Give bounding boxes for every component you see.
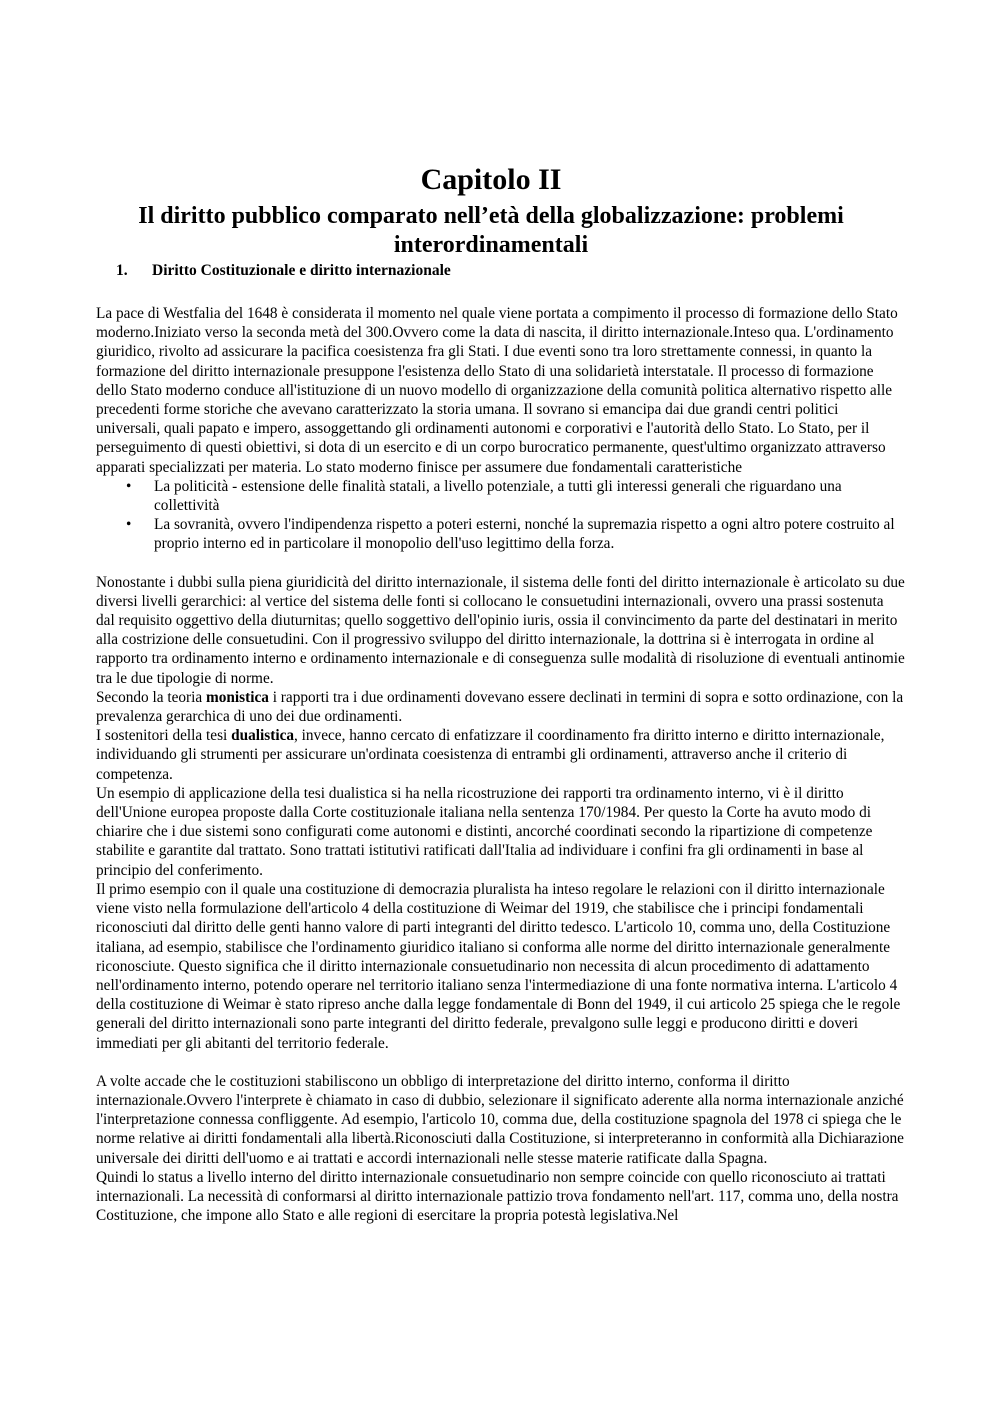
paragraph-monistica [96, 688, 906, 726]
paragraph-status: Quindi lo status a livello interno del diritto internazionale consuetudinario non sempre coincide con quello riconosciuto ai trattati internazionali. La necessità di conformarsi al diritto internazionale pattizio trova fondamento nell'art. 117, comma uno, della nostra Costituzione, che impone allo Stato e alle regioni di esercitare la propria potestà legislativa.Nel [96, 1168, 899, 1225]
paragraph-interpretazione: A volte accade che le costituzioni stabiliscono un obbligo di interpretazione del diritto interno, conforma il diritto internazionale.Ovvero l'interprete è chiamato in caso di dubbio, selezionare il significato aderente alla norma internazionale anziché l'interpretazione connessa confliggente. Ad esempio, l'articolo 10, comma due, della costituzione spagnola del 1978 ci spiega che le norme relative ai diritti fondamentali alla libertà.Riconosciuti dalla Costituzione, si interpreteranno in conformità alla Dichiarazione universale dei diritti dell'uomo e ai trattati e accordi internazionali nelle stesse materie ratificate dalla Spagna. [96, 1072, 904, 1167]
monistica-text-after: i rapporti tra i due ordinamenti dovevano essere declinati in termini di sopra e sotto ordinazione, con la prevalenza gerarchica di uno dei due ordinamenti. [96, 688, 904, 726]
paragraph-esempio-dualistica: Un esempio di applicazione della tesi dualistica si ha nella ricostruzione dei rapporti tra ordinamento interno, vi è il diritto dell'Unione europea proposte dalla Corte costituzionale italiana nella sentenza 170/1984. Per questo la Corte ha avuto modo di chiarire che i due sistemi sono configurati come autonomi e distinti, ancorché coordinati secondo la ripartizione di competenze stabilite e garantite dal trattato. Sono trattati istitutivi ratificati dall'Italia ad individuare i confini fra gli ordinamenti in base al principio del conferimento. [96, 784, 873, 879]
chapter-subtitle: Il diritto pubblico comparato nell’età della globalizzazione: problemi interordinamentali [138, 203, 844, 258]
characteristics-list [96, 477, 906, 554]
list-item-sovranita: • La sovranità, ovvero l'indipendenza rispetto a poteri esterni, nonché la supremazia rispetto a ogni altro potere costruito al proprio interno ed in particolare il monopolio dell'uso legittimo della forza. [154, 515, 906, 553]
monistica-text-before: Secondo la teoria [96, 688, 207, 706]
paragraph-dualistica [96, 726, 906, 784]
chapter-title: Capitolo II [420, 163, 562, 196]
section-heading [116, 262, 906, 280]
monistica-term: monistica [206, 688, 269, 706]
document-page [96, 160, 906, 1225]
section-number: 1. [116, 262, 128, 279]
dualistica-term: dualistica [231, 727, 295, 745]
dualistica-text-after: , invece, hanno cercato di enfatizzare il coordinamento fra diritto interno e diritto internazionale, individuando gli strumenti per assicurare un'ordinata coesistenza di entrambi gli ordinamenti, attraverso anche il criterio di competenza. [96, 727, 885, 783]
paragraph-gap [96, 554, 906, 573]
paragraph-weimar: Il primo esempio con il quale una costituzione di democrazia pluralista ha inteso regolare le relazioni con il diritto internazionale viene visto nella formulazione dell'articolo 4 della costituzione di Weimar del 1919, che stabilisce che i principi fondamentali riconosciuti dal diritto delle genti hanno valore di parti integranti del diritto tedesco. L'articolo 10, comma uno, della Costituzione italiana, ad esempio, stabilisce che l'ordinamento giuridico italiano si conforma alle norme del diritto internazionale generalmente riconosciute. Questo significa che il diritto internazionale consuetudinario non necessita di alcun procedimento di adattamento nell'ordinamento interno, potendo operare nel territorio italiano senza l'intermediazione di una fonte normativa interna. L'articolo 4 della costituzione di Weimar è stato ripreso anche dalla legge fondamentale di Bonn del 1949, il cui articolo 25 spiega che le regole generali del diritto internazionali sono parte integranti del diritto federale, prevalgono sulle leggi e producono diritti e doveri immediati per gli abitanti del territorio federale. [96, 880, 901, 1052]
paragraph-westfalia: La pace di Westfalia del 1648 è considerata il momento nel quale viene portata a compimento il processo di formazione dello Stato moderno.Iniziato verso la seconda metà del 300.Ovvero come la data di nascita, il diritto internazionale.Inteso qua. L'ordinamento giuridico, rivolto ad assicurare la pacifica coesistenza fra gli Stati. I due eventi sono tra loro strettamente connessi, in quanto la formazione del diritto internazionale presuppone l'esistenza dello Stato di una solidarietà interstatale. Il processo di formazione dello Stato moderno conduce all'istituzione di un nuovo modello di organizzazione della comunità politica alternativo rispetto alle precedenti forme storiche che avevano caratterizzato la storia umana. Il sovrano si emancipa dai due grandi centri politici universali, quali papato e impero, assoggettando gli ordinamenti autonomi e corporativi e l'autorità dello Stato. Lo Stato, per il perseguimento di questi obiettivi, si dota di un esercito e di un corpo burocratico permanente, quest'ultimo organizzato attraverso apparati specializzati per materia. Lo stato moderno finisce per assumere due fondamentali caratteristiche [96, 305, 898, 476]
list-item-politicita: • La politicità - estensione delle finalità statali, a livello potenziale, a tutti gli interessi generali che riguardano una collettività [154, 477, 906, 515]
paragraph-gap [96, 1053, 906, 1072]
dualistica-text-before: I sostenitori della tesi [96, 727, 232, 745]
paragraph-fonti: Nonostante i dubbi sulla piena giuridicità del diritto internazionale, il sistema delle fonti del diritto internazionale è articolato su due diversi livelli gerarchici: al vertice del sistema delle fonti si collocano le consuetudini internazionali, ovvero una prassi sostenuta dal requisito oggettivo della diuturnitas; quello soggettivo dell'opinio iuris, ossia il convincimento da parte del destinatari in merito alla costrizione delle consuetudini. Con il progressivo sviluppo del diritto internazionale, la dottrina si è interrogata in ordine al rapporto tra ordinamento interno e ordinamento internazionale e di conseguenza sulle modalità di risoluzione di eventuali antinomie tra le due tipologie di norme. [96, 573, 905, 687]
body-text [96, 304, 906, 1225]
section-title: Diritto Costituzionale e diritto internazionale [152, 262, 451, 279]
